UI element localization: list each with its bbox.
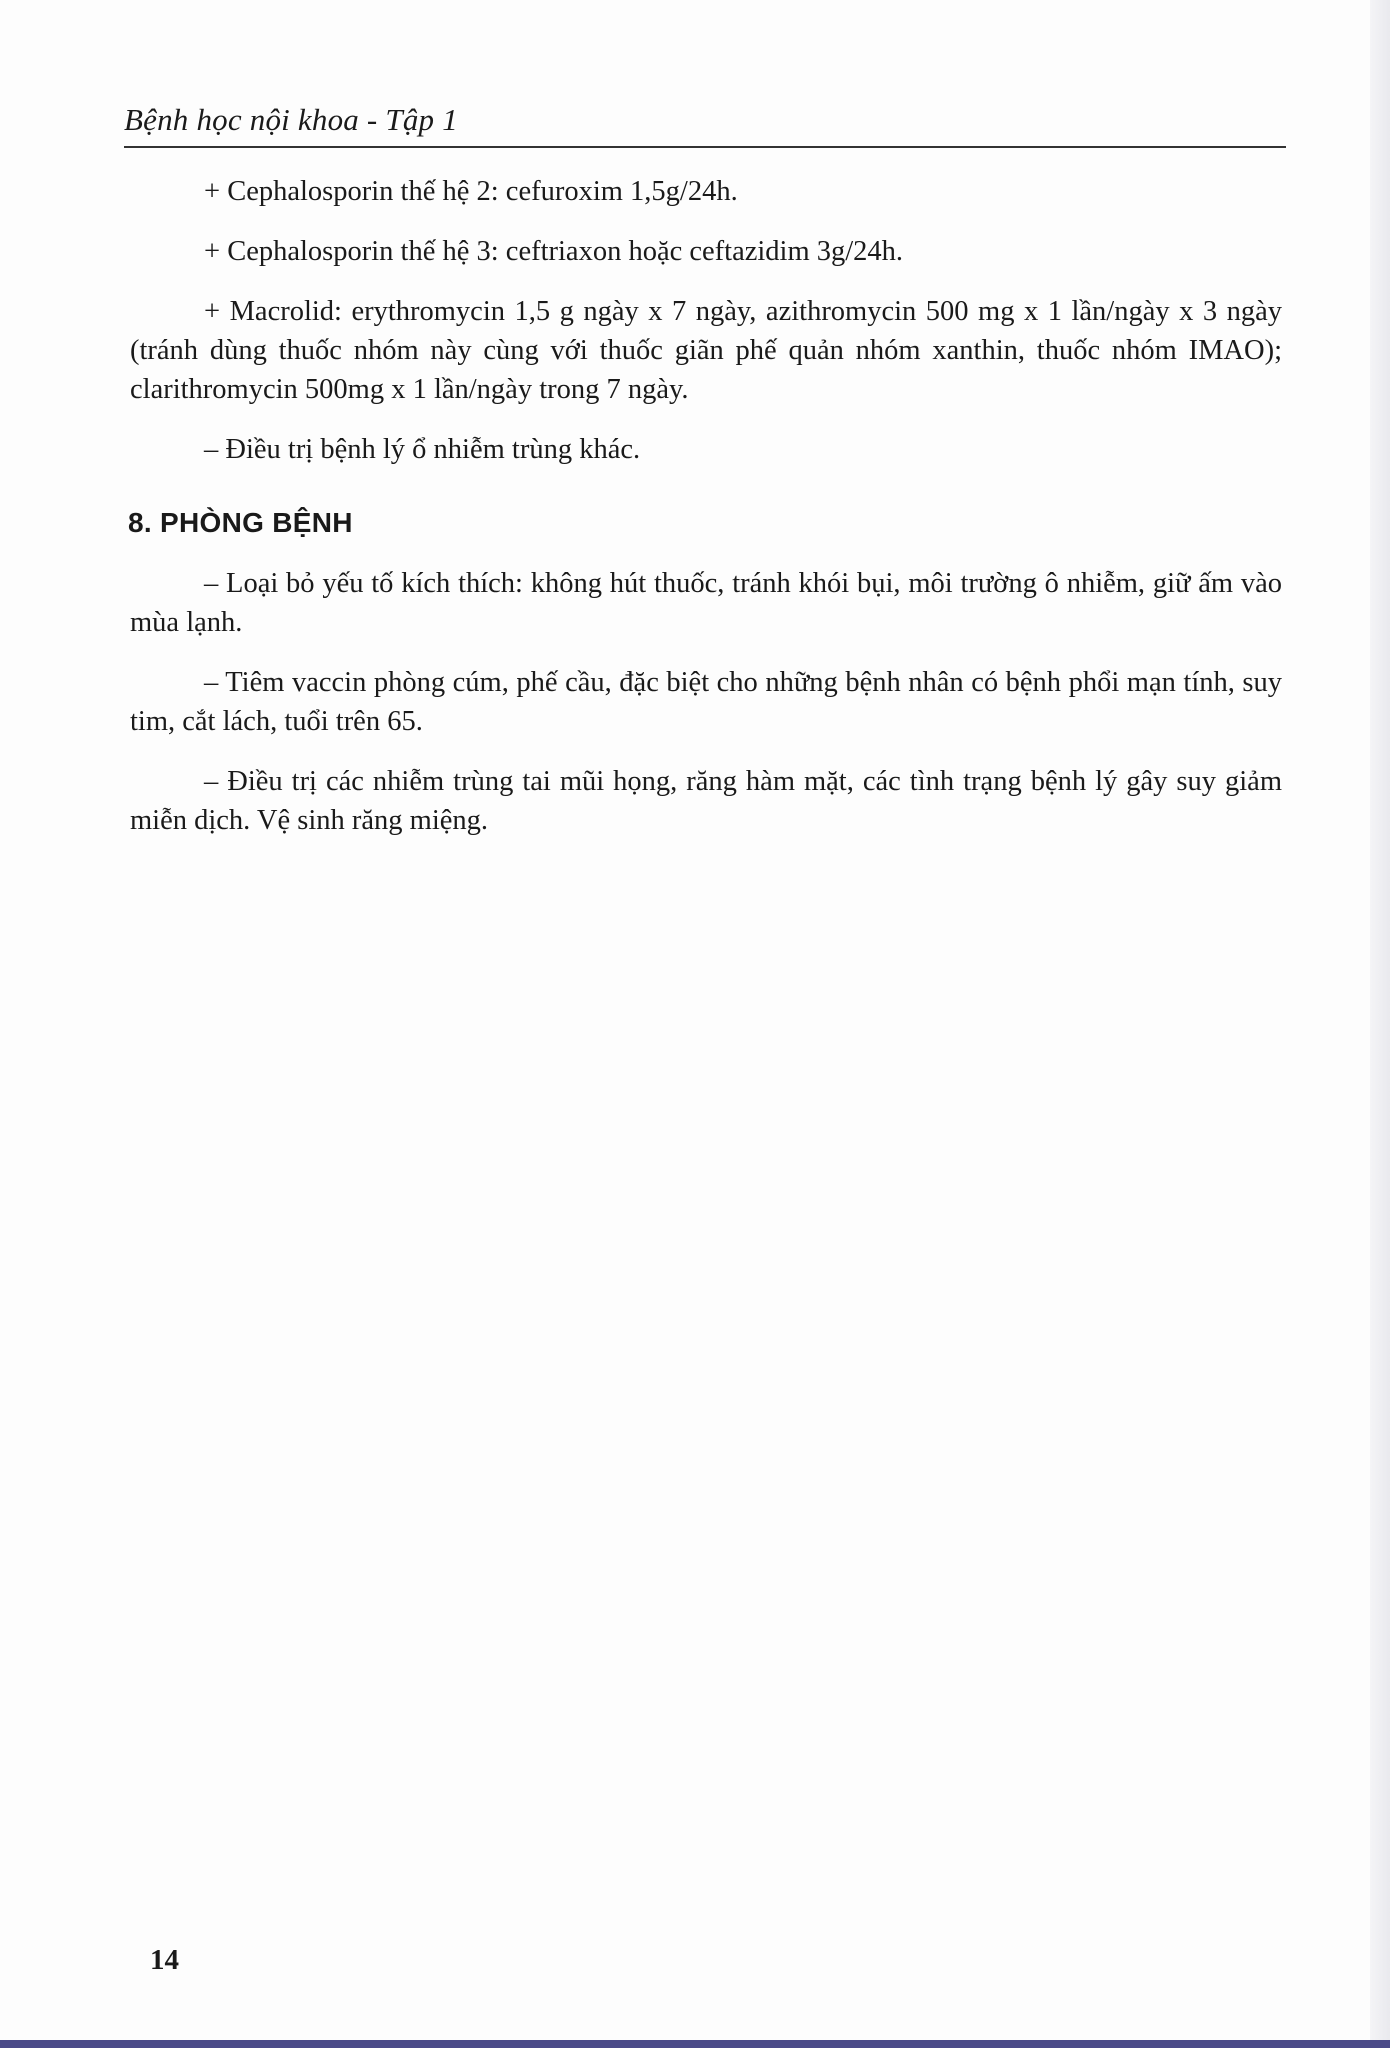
page-number: 14 [150, 1944, 179, 1976]
treatment-item-macrolid: + Macrolid: erythromycin 1,5 g ngày x 7 ngày, azithromycin 500 mg x 1 lần/ngày x 3 ngày (tránh dùng thuốc nhóm này cùng với thuốc giãn phế quản nhóm xanthin, thuốc nhóm IMAO); clarithromycin 500mg x 1 lần/ngày trong 7 ngày. [130, 296, 1282, 405]
page-body [130, 172, 1282, 861]
header-divider [124, 146, 1286, 148]
running-header: Bệnh học nội khoa - Tập 1 [124, 102, 458, 137]
prevention-item-vaccination: – Tiêm vaccin phòng cúm, phế cầu, đặc biệt cho những bệnh nhân có bệnh phổi mạn tính, suy tim, cắt lách, tuổi trên 65. [130, 667, 1282, 737]
treatment-item-other-infection: – Điều trị bệnh lý ổ nhiễm trùng khác. [204, 434, 641, 465]
prevention-item-irritants: – Loại bỏ yếu tố kích thích: không hút thuốc, tránh khói bụi, môi trường ô nhiễm, giữ ấm vào mùa lạnh. [130, 568, 1282, 638]
treatment-item-cephalosporin-3: + Cephalosporin thế hệ 3: ceftriaxon hoặc ceftazidim 3g/24h. [204, 236, 904, 267]
scan-bottom-edge [0, 2040, 1390, 2048]
section-heading-prevention: 8. PHÒNG BỆNH [128, 507, 353, 538]
page-edge-shadow [1370, 0, 1390, 2048]
treatment-item-cephalosporin-2: + Cephalosporin thế hệ 2: cefuroxim 1,5g/24h. [204, 176, 738, 207]
prevention-item-ent-dental: – Điều trị các nhiễm trùng tai mũi họng, răng hàm mặt, các tình trạng bệnh lý gây suy giảm miễn dịch. Vệ sinh răng miệng. [130, 766, 1282, 836]
